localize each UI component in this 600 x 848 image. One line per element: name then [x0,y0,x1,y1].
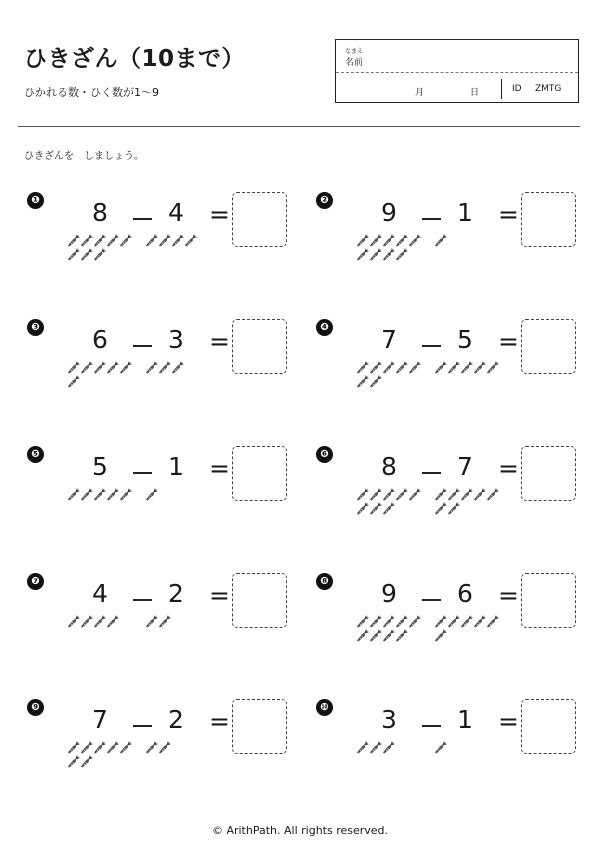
minus-sign [133,345,152,347]
equals-sign: = [209,707,230,736]
minuend: 6 [92,325,108,354]
problem-number-badge: ❻ [316,446,333,463]
carrot-icon [80,755,93,768]
carrot-icon [356,234,369,247]
problem-5 [27,446,302,556]
minuend-counters [67,234,135,261]
carrot-icon [80,361,93,374]
minus-sign [422,599,441,601]
problem-9 [27,699,302,809]
answer-box[interactable] [521,699,576,754]
problem-number-badge: ❶ [27,192,44,209]
minus-sign [133,472,152,474]
carrot-icon [408,234,421,247]
carrot-icon [145,741,158,754]
carrot-icon [447,615,460,628]
minuend: 7 [92,705,108,734]
carrot-icon [80,488,93,501]
carrot-icon [356,248,369,261]
carrot-icon [382,629,395,642]
carrot-icon [382,234,395,247]
minus-sign [422,725,441,727]
carrot-icon [395,629,408,642]
carrot-icon [486,488,499,501]
answer-box[interactable] [521,192,576,247]
carrot-icon [408,488,421,501]
minus-sign [422,345,441,347]
equals-sign: = [209,327,230,356]
carrot-icon [67,741,80,754]
carrot-icon [486,361,499,374]
header-divider [18,126,580,127]
name-ruby: なまえ [345,48,364,55]
answer-box[interactable] [232,192,287,247]
carrot-icon [106,234,119,247]
subtrahend-counters [145,741,213,754]
carrot-icon [395,361,408,374]
name-box [335,39,579,103]
problem-1 [27,192,302,302]
carrot-icon [473,615,486,628]
carrot-icon [356,741,369,754]
subtrahend-counters [434,615,502,642]
carrot-icon [106,615,119,628]
carrot-icon [145,234,158,247]
divider [501,79,502,99]
carrot-icon [369,741,382,754]
carrot-icon [67,248,80,261]
carrot-icon [80,741,93,754]
name-row [336,40,578,73]
carrot-icon [447,361,460,374]
problem-number-badge: ❺ [27,446,44,463]
carrot-icon [473,488,486,501]
carrot-icon [106,361,119,374]
minuend-counters [67,361,135,388]
carrot-icon [369,234,382,247]
carrot-icon [382,502,395,515]
subtrahend-counters [434,234,502,247]
problem-number-badge: ❽ [316,573,333,590]
date-id-row [336,73,578,102]
carrot-icon [434,629,447,642]
carrot-icon [93,361,106,374]
minuend-counters [67,615,135,628]
problem-8 [316,573,591,683]
minuend: 5 [92,452,108,481]
carrot-icon [67,375,80,388]
carrot-icon [434,234,447,247]
subtrahend-counters [145,488,213,501]
carrot-icon [369,375,382,388]
carrot-icon [93,234,106,247]
carrot-icon [382,615,395,628]
carrot-icon [473,361,486,374]
minus-sign [133,725,152,727]
carrot-icon [460,615,473,628]
carrot-icon [106,488,119,501]
answer-box[interactable] [521,446,576,501]
carrot-icon [184,234,197,247]
carrot-icon [145,361,158,374]
carrot-icon [486,615,499,628]
carrot-icon [119,488,132,501]
equals-sign: = [498,581,519,610]
carrot-icon [80,248,93,261]
carrot-icon [93,248,106,261]
answer-box[interactable] [232,446,287,501]
subtrahend: 3 [168,325,184,354]
equals-sign: = [498,707,519,736]
id-label: ID [512,84,522,94]
copyright-footer: © ArithPath. All rights reserved. [211,824,389,837]
carrot-icon [67,755,80,768]
carrot-icon [395,615,408,628]
carrot-icon [80,234,93,247]
day-label: 日 [470,88,480,98]
carrot-icon [93,488,106,501]
problem-10 [316,699,591,809]
carrot-icon [171,234,184,247]
carrot-icon [158,361,171,374]
carrot-icon [356,502,369,515]
subtrahend: 4 [168,198,184,227]
carrot-icon [369,502,382,515]
carrot-icon [171,361,184,374]
carrot-icon [434,361,447,374]
instruction-text: ひきざんを しましょう。 [24,151,144,162]
page-subtitle: ひかれる数・ひく数が1〜9 [24,86,159,99]
carrot-icon [382,248,395,261]
carrot-icon [93,741,106,754]
problem-number-badge: ❼ [27,573,44,590]
carrot-icon [395,248,408,261]
name-label: 名前 [345,58,364,68]
carrot-icon [408,615,421,628]
subtrahend: 2 [168,579,184,608]
carrot-icon [67,615,80,628]
answer-box[interactable] [521,319,576,374]
carrot-icon [93,615,106,628]
carrot-icon [460,488,473,501]
problem-3 [27,319,302,429]
minuend: 8 [92,198,108,227]
carrot-icon [145,488,158,501]
problem-number-badge: ❾ [27,699,44,716]
subtrahend: 1 [457,705,473,734]
carrot-icon [369,629,382,642]
problem-number-badge: ❷ [316,192,333,209]
minuend-counters [356,488,424,515]
carrot-icon [434,502,447,515]
subtrahend-counters [434,361,502,374]
problem-4 [316,319,591,429]
carrot-icon [369,615,382,628]
carrot-icon [106,741,119,754]
minuend-counters [356,234,424,261]
subtrahend-counters [145,615,213,628]
carrot-icon [369,488,382,501]
carrot-icon [356,375,369,388]
subtrahend: 1 [457,198,473,227]
equals-sign: = [498,454,519,483]
carrot-icon [356,361,369,374]
minus-sign [133,218,152,220]
carrot-icon [67,234,80,247]
problem-number-badge: ❹ [316,319,333,336]
carrot-icon [119,361,132,374]
carrot-icon [382,488,395,501]
carrot-icon [67,488,80,501]
carrot-icon [67,361,80,374]
carrot-icon [382,361,395,374]
problem-2 [316,192,591,302]
carrot-icon [158,234,171,247]
equals-sign: = [498,327,519,356]
answer-box[interactable] [521,573,576,628]
minuend-counters [67,488,135,501]
page-title: ひきざん（10まで） [24,46,246,72]
minuend: 3 [381,705,397,734]
subtrahend: 2 [168,705,184,734]
answer-box[interactable] [232,699,287,754]
minuend: 8 [381,452,397,481]
carrot-icon [434,615,447,628]
minuend: 7 [381,325,397,354]
carrot-icon [158,741,171,754]
minuend: 9 [381,579,397,608]
carrot-icon [447,488,460,501]
answer-box[interactable] [232,319,287,374]
carrot-icon [395,234,408,247]
subtrahend-counters [434,741,502,754]
problem-number-badge: ❸ [27,319,44,336]
problem-7 [27,573,302,683]
subtrahend-counters [145,361,213,374]
minuend: 4 [92,579,108,608]
problem-number-badge: ❿ [316,699,333,716]
carrot-icon [158,615,171,628]
equals-sign: = [498,200,519,229]
carrot-icon [434,741,447,754]
carrot-icon [119,741,132,754]
carrot-icon [382,741,395,754]
carrot-icon [369,361,382,374]
carrot-icon [356,629,369,642]
carrot-icon [460,361,473,374]
minus-sign [422,218,441,220]
carrot-icon [145,615,158,628]
id-value: ZMTG [535,84,562,94]
subtrahend-counters [434,488,502,515]
carrot-icon [356,615,369,628]
carrot-icon [434,488,447,501]
subtrahend-counters [145,234,213,247]
month-label: 月 [415,88,425,98]
equals-sign: = [209,200,230,229]
subtrahend: 1 [168,452,184,481]
carrot-icon [369,248,382,261]
equals-sign: = [209,454,230,483]
minuend-counters [356,741,424,754]
carrot-icon [395,488,408,501]
minuend-counters [356,615,424,642]
minus-sign [133,599,152,601]
subtrahend: 6 [457,579,473,608]
subtrahend: 7 [457,452,473,481]
carrot-icon [447,502,460,515]
answer-box[interactable] [232,573,287,628]
carrot-icon [356,488,369,501]
carrot-icon [119,234,132,247]
equals-sign: = [209,581,230,610]
minus-sign [422,472,441,474]
subtrahend: 5 [457,325,473,354]
problem-6 [316,446,591,556]
minuend-counters [356,361,424,388]
carrot-icon [80,615,93,628]
minuend-counters [67,741,135,768]
minuend: 9 [381,198,397,227]
carrot-icon [408,361,421,374]
